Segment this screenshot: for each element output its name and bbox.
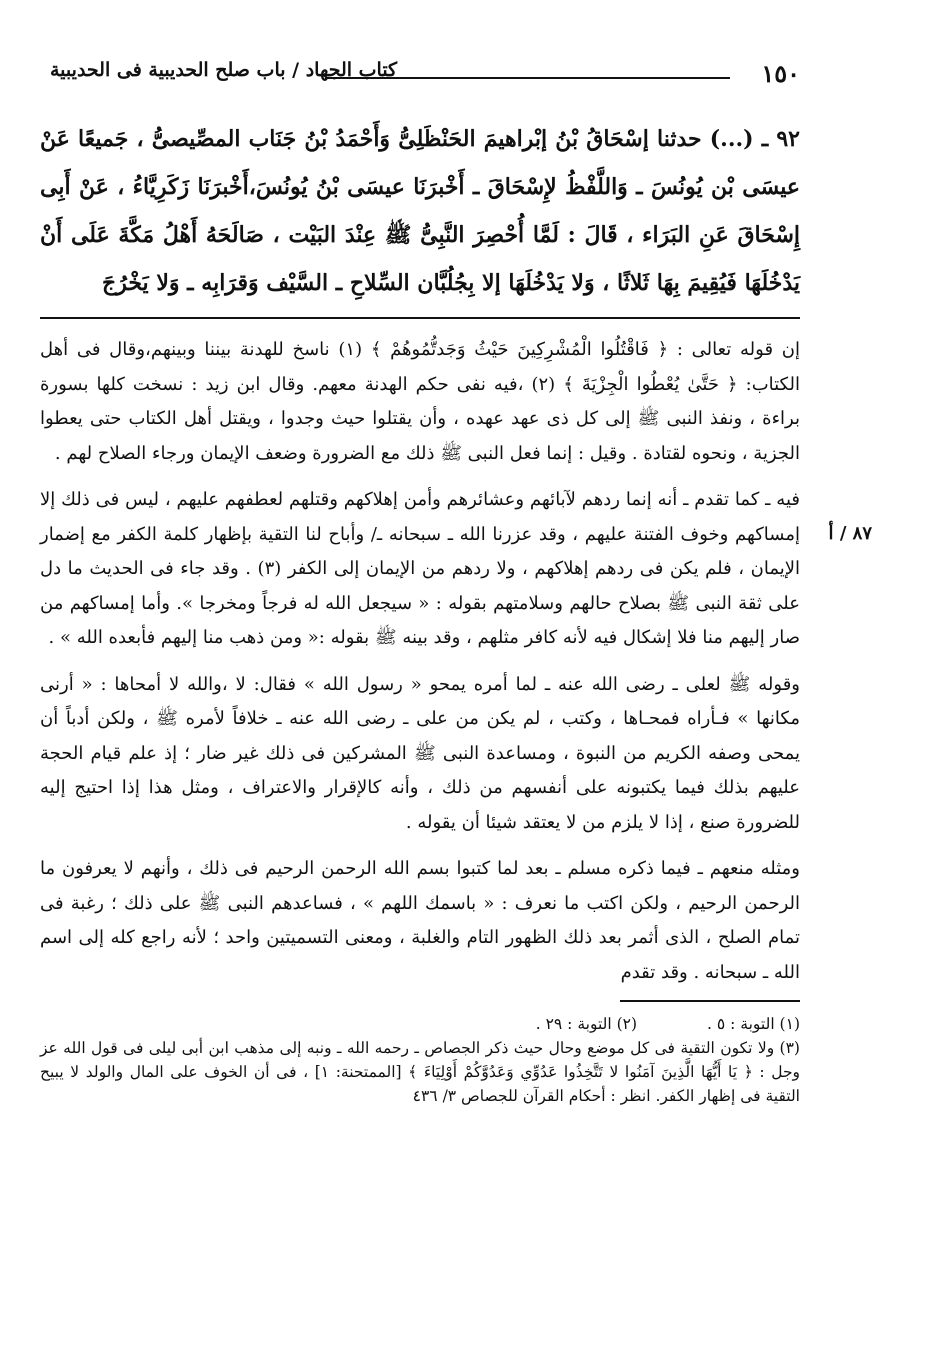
commentary-paragraph-4: ومثله منعهم ـ فيما ذكره مسلم ـ بعد لما كتبوا بسم الله الرحمن الرحيم فى ذلك ، وأنهم لا يعرفون ما الرحمن الرحيم ، ولكن اكتب ما نعرف : « باسمك اللهم » ، فساعدهم النبى ﷺ على ذلك ؛ رغبة فى تمام الصلح ، الذى أثمر بعد ذلك الظهور التام والغلبة ، ومعنى التسميتين واحد ؛ لأنه راجع كله إلى اسم الله ـ سبحانه . وقد تقدم <box>40 858 800 983</box>
footnotes-block <box>40 1012 800 1108</box>
page-number: ١٥٠ <box>761 59 800 88</box>
commentary-block <box>40 333 872 990</box>
commentary-paragraph-1: إن قوله تعالى : ﴿ فَاقْتُلُوا الْمُشْرِكِينَ حَيْثُ وَجَدتُّمُوهُمْ ﴾ (١) ناسخ للهدنة بيننا وبينهم،وقال فى أهل الكتاب: ﴿ حَتَّىٰ يُعْطُوا الْجِزْيَةَ ﴾ (٢) ،فيه نفى حكم الهدنة معهم. وقال ابن زيد : نسخت كلها بسورة براءة ، ونفذ النبى ﷺ إلى كل ذى عهد عهده ، وأن يقتلوا حيث وجدوا ، ويقتل أهل الكتاب حتى يعطوا الجزية ، ونحوه لقتادة . وقيل : إنما فعل النبى ﷺ ذلك مع الضرورة وضعف الإيمان ورجاء الصلاح لهم . <box>40 339 800 464</box>
commentary-paragraph-2-text: فيه ـ كما تقدم ـ أنه إنما ردهم لآبائهم وعشائرهم وأمن إهلاكهم وقتلهم لعطفهم عليهم ، ليس فى ذلك إلا إمساكهم وخوف الفتنة عليهم ، وقد عزرنا الله ـ سبحانه ـ/ وأباح لنا التقية بإظهار كلمة الكفر مع إضمار الإيمان ، فلم يكن فى ردهم إهلاكهم ، ولا ردهم من الإيمان إلى الكفر (٣) . وقد جاء فى الحديث ما دل على ثقة النبى ﷺ بصلاح حالهم وسلامتهم بقوله : « سيجعل الله له فرجاً ومخرجا ». وأما إمساكهم من صار إليهم منا فلا إشكال فيه لأنه كافر مثلهم ، وقد بينه ﷺ بقوله :« ومن ذهب منا إليهم فأبعده الله » . <box>40 489 800 648</box>
commentary-paragraph-2 <box>40 483 872 656</box>
book-page <box>40 55 872 1108</box>
hadith-text: ٩٢ ـ (...) حدثنا إسْحَاقُ بْنُ إبْراهيمَ الحَنْظَلِىُّ وَأَحْمَدُ بْنُ جَنَاب المصِّيصىُّ ، جَميعًا عَنْ عيسَى بْن يُونُسَ ـ وَاللَّفْظُ لإِسْحَاقَ ـ أَخْبرَنَا عيسَى بْنُ يُونُسَ،أَخْبرَنَا زَكَرِيَّاءُ ، عَنْ أَبِى إِسْحَاقَ عَنِ البَرَاء ، قَالَ : لَمَّا أُحْصِرَ النَّبِىُّ ﷺ عِنْدَ البَيْت ، صَالَحَهُ أَهْلُ مَكَّةَ عَلَى أَنْ يَدْخُلَهَا فَيُقِيمَ بِهَا ثَلاثًا ، وَلا يَدْخُلَهَا إلا بِجُلُبَّان السِّلاحِ ـ السَّيْف وَقرَابِه ـ وَلا يَخْرُجَ <box>40 126 800 296</box>
footnote-row <box>40 1012 800 1036</box>
footnote-rule <box>620 1000 800 1002</box>
page-header <box>40 55 800 95</box>
text-commentary-divider <box>40 317 800 319</box>
footnote-2: (٢) التوبة : ٢٩ . <box>535 1015 638 1033</box>
running-title: كتاب الجهاد / باب صلح الحديبية فى الحديبية <box>50 59 398 81</box>
footnote-1: (١) التوبة : ٥ . <box>707 1015 800 1033</box>
hadith-text-block <box>40 115 800 307</box>
margin-folio-note: ٨٧ / أ <box>828 523 872 544</box>
footnote-3: (٣) ولا تكون التقية فى كل موضع وحال حيث ذكر الجصاص ـ رحمه الله ـ ونبه إلى مذهب ابن أبى ليلى فى قول الله عز وجل : ﴿ يَا أَيُّهَا الَّذِينَ آمَنُوا لا تَتَّخِذُوا عَدُوِّي وَعَدُوَّكُمْ أَوْلِيَاءَ ﴾ [الممتحنة: ١] ، فى أن الخوف على المال والولد لا يبيح التقية فى إظهار الكفر. انظر : أحكام القرآن للجصاص ٣/ ٤٣٦ <box>40 1039 801 1105</box>
commentary-paragraph-3: وقوله ﷺ لعلى ـ رضى الله عنه ـ لما أمره يمحو « رسول الله » فقال: لا ،والله لا أمحاها : « أرنى مكانها » فـأراه فمحـاها ، وكتب ، لم يكن من على ـ رضى الله عنه ـ خلافاً لأمره ﷺ ، ولكن أدباً أن يمحى وصفه الكريم من النبوة ، ومساعدة النبى ﷺ المشركين فى ذلك غير ضار ؛ إذ علم قيام الحجة عليهم بذلك فيما يكتبونه على أنفسهم من ذلك ، وأنه كالإقرار والاعتراف ، ومثل هذا إذا احتيج إليه للضرورة صنع ، إذا لا يلزم من لا يعتقد شيئا أن يقوله . <box>40 673 801 833</box>
